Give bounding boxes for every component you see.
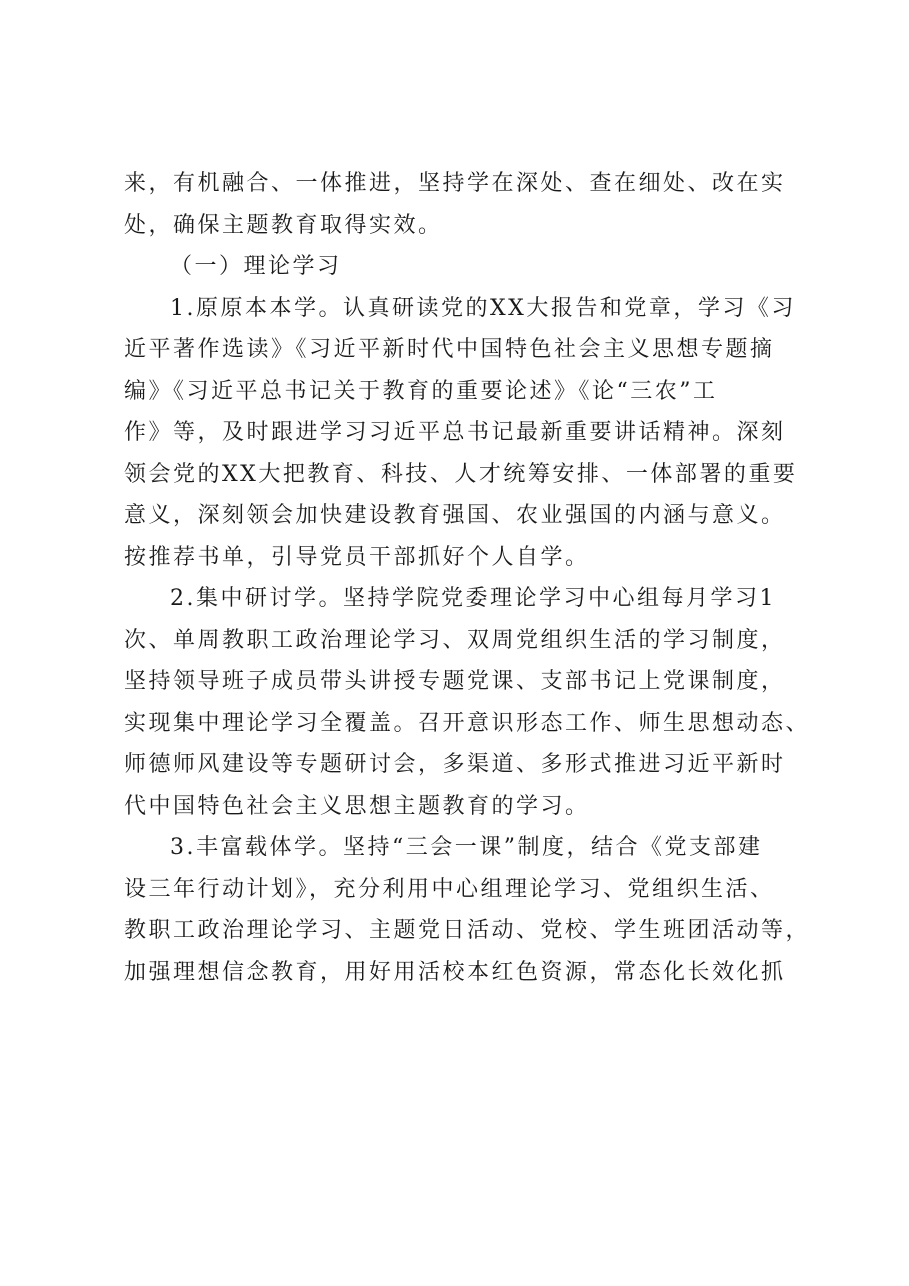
body-line: 坚持领导班子成员带头讲授专题党课、支部书记上党课制度， <box>124 669 786 694</box>
body-line: 师德师风建设等专题研讨会，多渠道、多形式推进习近平新时 <box>124 752 786 777</box>
body-line: 实现集中理论学习全覆盖。召开意识形态工作、师生思想动态、 <box>124 710 811 736</box>
body-line: 来，有机融合、一体推进，坚持学在深处、查在细处、改在实 <box>124 171 786 196</box>
body-line: 编》《习近平总书记关于教育的重要论述》《论“三农”工 <box>124 378 718 404</box>
body-line: 处，确保主题教育取得实效。 <box>124 212 443 238</box>
paragraph-1-first-line: 1.原原本本学。认真研读党的XX大报告和党章，学习《习 <box>170 295 796 321</box>
body-line: 次、单周教职工政治理论学习、双周党组织生活的学习制度， <box>124 627 786 653</box>
body-line: 代中国特色社会主义思想主题教育的学习。 <box>124 793 590 819</box>
body-line: 作》等，及时跟进学习习近平总书记最新重要讲话精神。深刻 <box>124 420 786 445</box>
body-line: 按推荐书单，引导党员干部抓好个人自学。 <box>124 544 590 570</box>
paragraph-3-first-line: 3.丰富载体学。坚持“三会一课”制度，结合《党支部建 <box>170 835 763 860</box>
body-line: 意义，深刻领会加快建设教育强国、农业强国的内涵与意义。 <box>124 503 786 528</box>
paragraph-2-first-line: 2.集中研讨学。坚持学院党委理论学习中心组每月学习1 <box>170 586 776 611</box>
body-line: 加强理想信念教育，用好用活校本红色资源，常态化长效化抓 <box>124 959 786 985</box>
body-line: 领会党的XX大把教育、科技、人才统筹安排、一体部署的重要 <box>124 461 798 487</box>
document-body <box>124 163 811 993</box>
section-heading: （一）理论学习 <box>170 254 342 279</box>
body-line: 设三年行动计划》，充分利用中心组理论学习、党组织生活、 <box>124 876 775 902</box>
body-line: 教职工政治理论学习、主题党日活动、党校、学生班团活动等， <box>124 918 811 943</box>
body-line: 近平著作选读》《习近平新时代中国特色社会主义思想专题摘 <box>124 337 775 362</box>
